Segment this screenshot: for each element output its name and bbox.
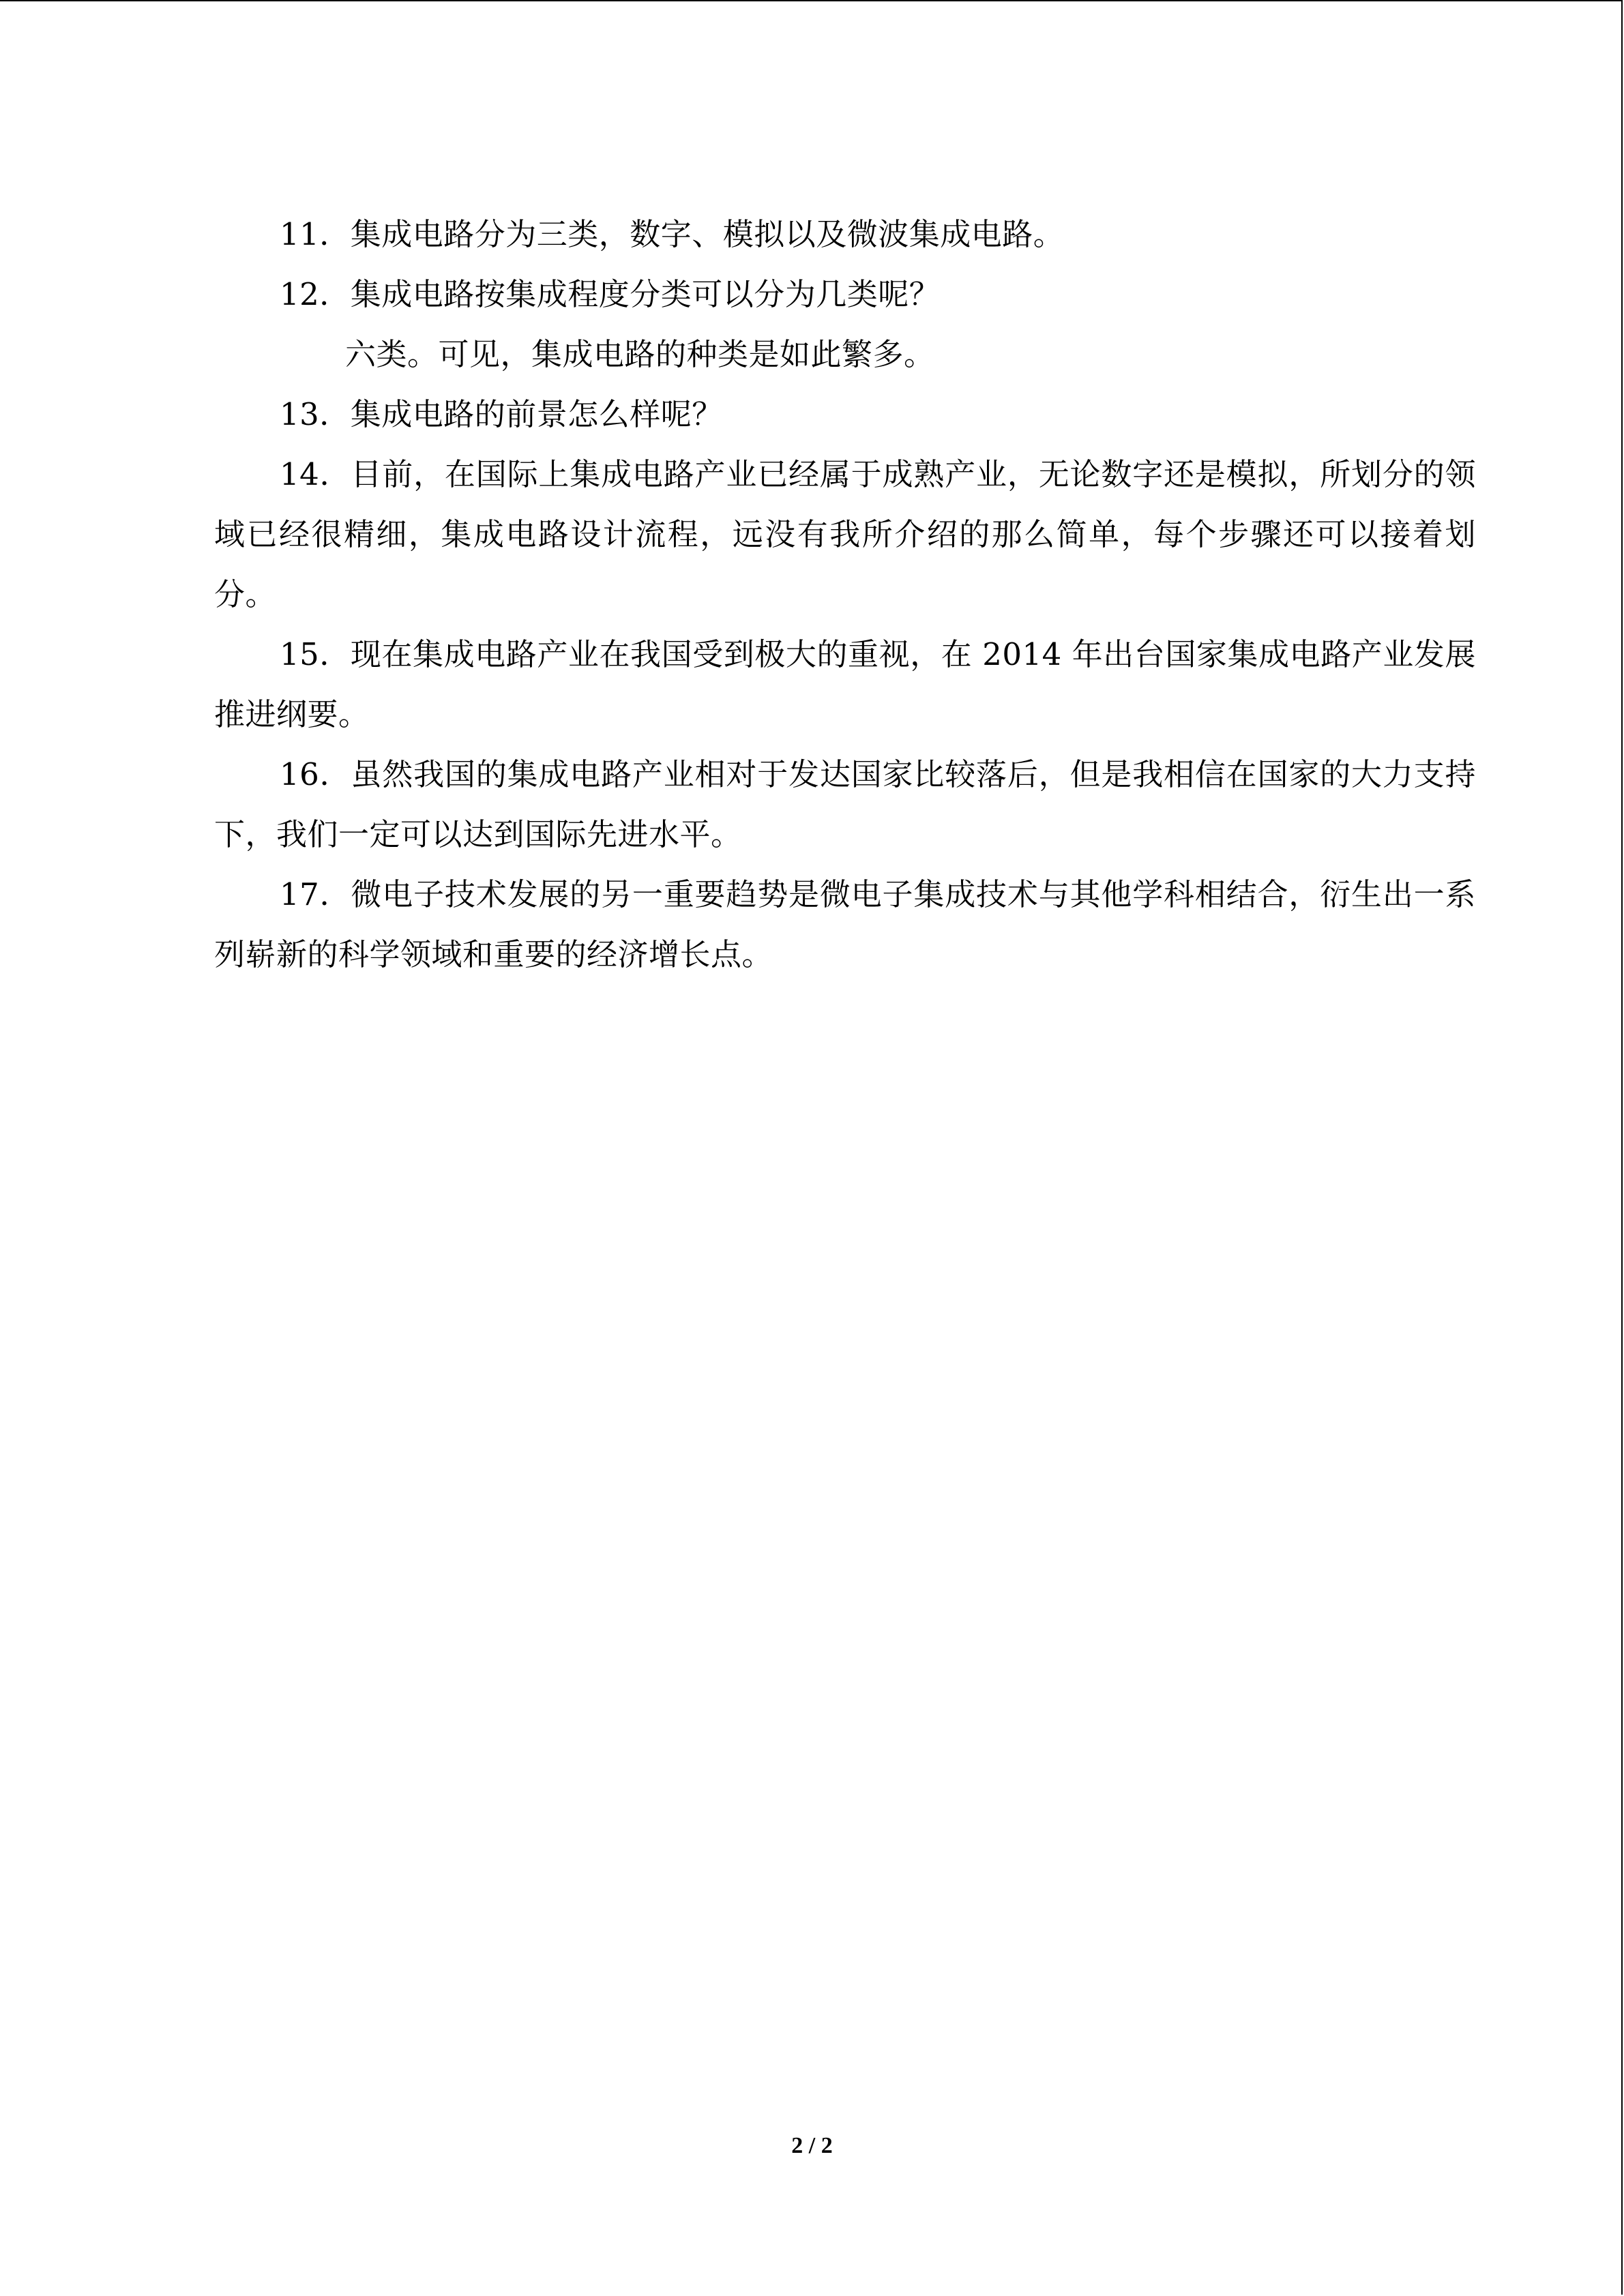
paragraph-12-answer: 六类。可见，集成电路的种类是如此繁多。 [345,336,935,372]
document-body [214,205,1476,985]
paragraph-16: 16．虽然我国的集成电路产业相对于发达国家比较落后，但是我相信在国家的大力支持下，我们一定可以达到国际先进水平。 [214,756,1476,852]
paragraph-17: 17．微电子技术发展的另一重要趋势是微电子集成技术与其他学科相结合，衍生出一系列崭新的科学领域和重要的经济增长点。 [214,876,1476,972]
paragraph-15: 15．现在集成电路产业在我国受到极大的重视，在 2014 年出台国家集成电路产业发展推进纲要。 [214,636,1476,732]
paragraph-13: 13．集成电路的前景怎么样呢？ [280,396,723,432]
paragraph-12: 12．集成电路按集成程度分类可以分为几类呢？ [280,276,941,312]
page-number: 2 / 2 [791,2133,833,2158]
paragraph-11: 11．集成电路分为三类，数字、模拟以及微波集成电路。 [280,216,1065,252]
paragraph-14: 14．目前，在国际上集成电路产业已经属于成熟产业，无论数字还是模拟，所划分的领域已经很精细，集成电路设计流程，远没有我所介绍的那么简单，每个步骤还可以接着划分。 [214,456,1476,612]
